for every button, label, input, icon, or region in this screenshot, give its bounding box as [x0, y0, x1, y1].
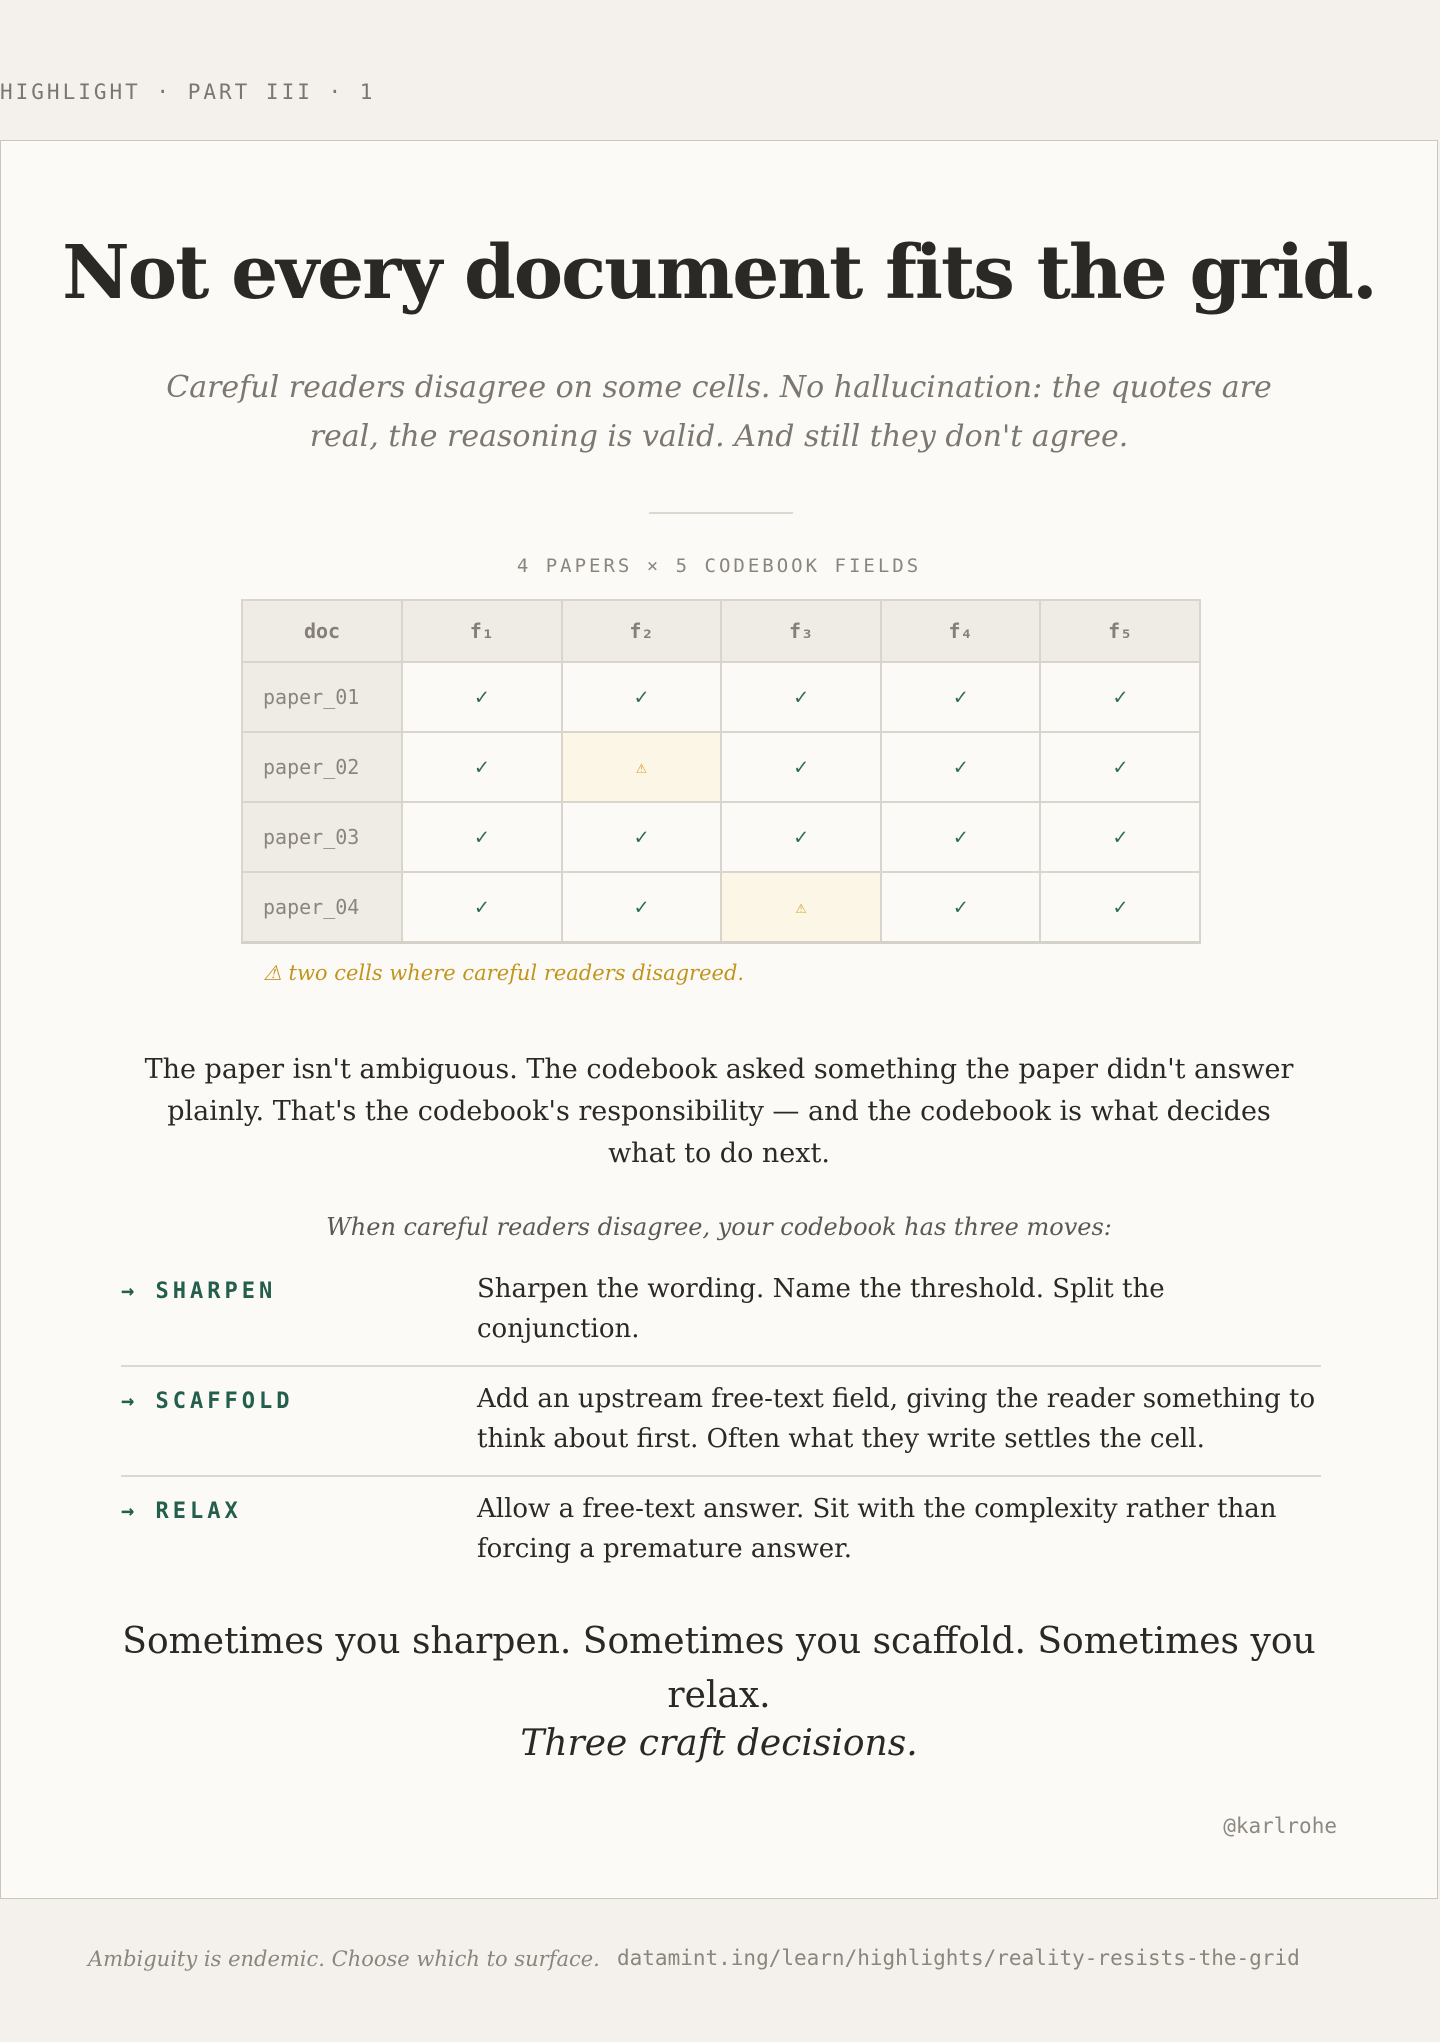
- codebook-grid: [241, 599, 1201, 944]
- check-icon: ✓: [402, 662, 562, 732]
- check-icon: ✓: [562, 872, 722, 943]
- divider: [649, 512, 793, 514]
- doc-cell: paper_04: [242, 872, 402, 943]
- moves-intro: When careful readers disagree, your codebook has three moves:: [326, 1213, 1112, 1241]
- doc-cell: paper_01: [242, 662, 402, 732]
- check-icon: ✓: [721, 732, 881, 802]
- move-sharpen: [121, 1257, 1321, 1367]
- footer-note: Ambiguity is endemic. Choose which to surface.: [88, 1947, 600, 1971]
- warning-icon: ⚠: [562, 732, 722, 802]
- check-icon: ✓: [721, 802, 881, 872]
- grid-header-row: [242, 600, 1200, 662]
- check-icon: ✓: [402, 872, 562, 943]
- move-description: Allow a free-text answer. Sit with the complexity rather than forcing a premature answer.: [477, 1494, 1277, 1564]
- move-label: → RELAX: [121, 1499, 242, 1524]
- grid-header-f2: f₂: [562, 600, 722, 662]
- grid-header-f1: f₁: [402, 600, 562, 662]
- closing-statement: Sometimes you sharpen. Sometimes you scaffold. Sometimes you relax.: [122, 1621, 1316, 1716]
- grid-header-f5: f₅: [1040, 600, 1200, 662]
- move-label: → SCAFFOLD: [121, 1389, 294, 1414]
- move-relax: [121, 1477, 1321, 1585]
- table-row: [242, 732, 1200, 802]
- highlight-card: [0, 140, 1438, 1899]
- grid-header-f4: f₄: [881, 600, 1041, 662]
- move-description: Add an upstream free-text field, giving the reader something to think about first. Often what they write settles the cell.: [477, 1384, 1316, 1454]
- check-icon: ✓: [881, 802, 1041, 872]
- page-title: Not every document fits the grid.: [62, 230, 1376, 316]
- grid-header-f3: f₃: [721, 600, 881, 662]
- table-note: ⚠ two cells where careful readers disagreed.: [263, 961, 745, 985]
- footer-url[interactable]: datamint.ing/learn/highlights/reality-resists-the-grid: [617, 1946, 1300, 1970]
- body-paragraph: The paper isn't ambiguous. The codebook asked something the paper didn't answer plainly. That's the codebook's responsibility — and the codebook is what decides what to do next.: [144, 1054, 1294, 1169]
- kicker: HIGHLIGHT · PART III · 1: [0, 80, 376, 104]
- check-icon: ✓: [721, 662, 881, 732]
- grid-header-doc: doc: [242, 600, 402, 662]
- check-icon: ✓: [1040, 802, 1200, 872]
- move-label: → SHARPEN: [121, 1279, 277, 1304]
- check-icon: ✓: [1040, 662, 1200, 732]
- check-icon: ✓: [881, 662, 1041, 732]
- closing-tagline: Three craft decisions.: [520, 1723, 918, 1764]
- table-caption: 4 PAPERS × 5 CODEBOOK FIELDS: [516, 555, 922, 577]
- check-icon: ✓: [881, 732, 1041, 802]
- check-icon: ✓: [881, 872, 1041, 943]
- table-row: [242, 872, 1200, 943]
- check-icon: ✓: [402, 802, 562, 872]
- check-icon: ✓: [562, 802, 722, 872]
- subtitle: Careful readers disagree on some cells. No hallucination: the quotes are real, the reasoning is valid. And still they don't agree.: [166, 370, 1272, 454]
- doc-cell: paper_02: [242, 732, 402, 802]
- warning-icon: ⚠: [721, 872, 881, 943]
- check-icon: ✓: [562, 662, 722, 732]
- check-icon: ✓: [402, 732, 562, 802]
- check-icon: ✓: [1040, 872, 1200, 943]
- move-scaffold: [121, 1367, 1321, 1477]
- table-row: [242, 802, 1200, 872]
- check-icon: ✓: [1040, 732, 1200, 802]
- moves-list: [121, 1257, 1321, 1585]
- doc-cell: paper_03: [242, 802, 402, 872]
- table-row: [242, 662, 1200, 732]
- move-description: Sharpen the wording. Name the threshold. Split the conjunction.: [477, 1274, 1165, 1344]
- author-handle: @karlrohe: [1223, 1814, 1337, 1838]
